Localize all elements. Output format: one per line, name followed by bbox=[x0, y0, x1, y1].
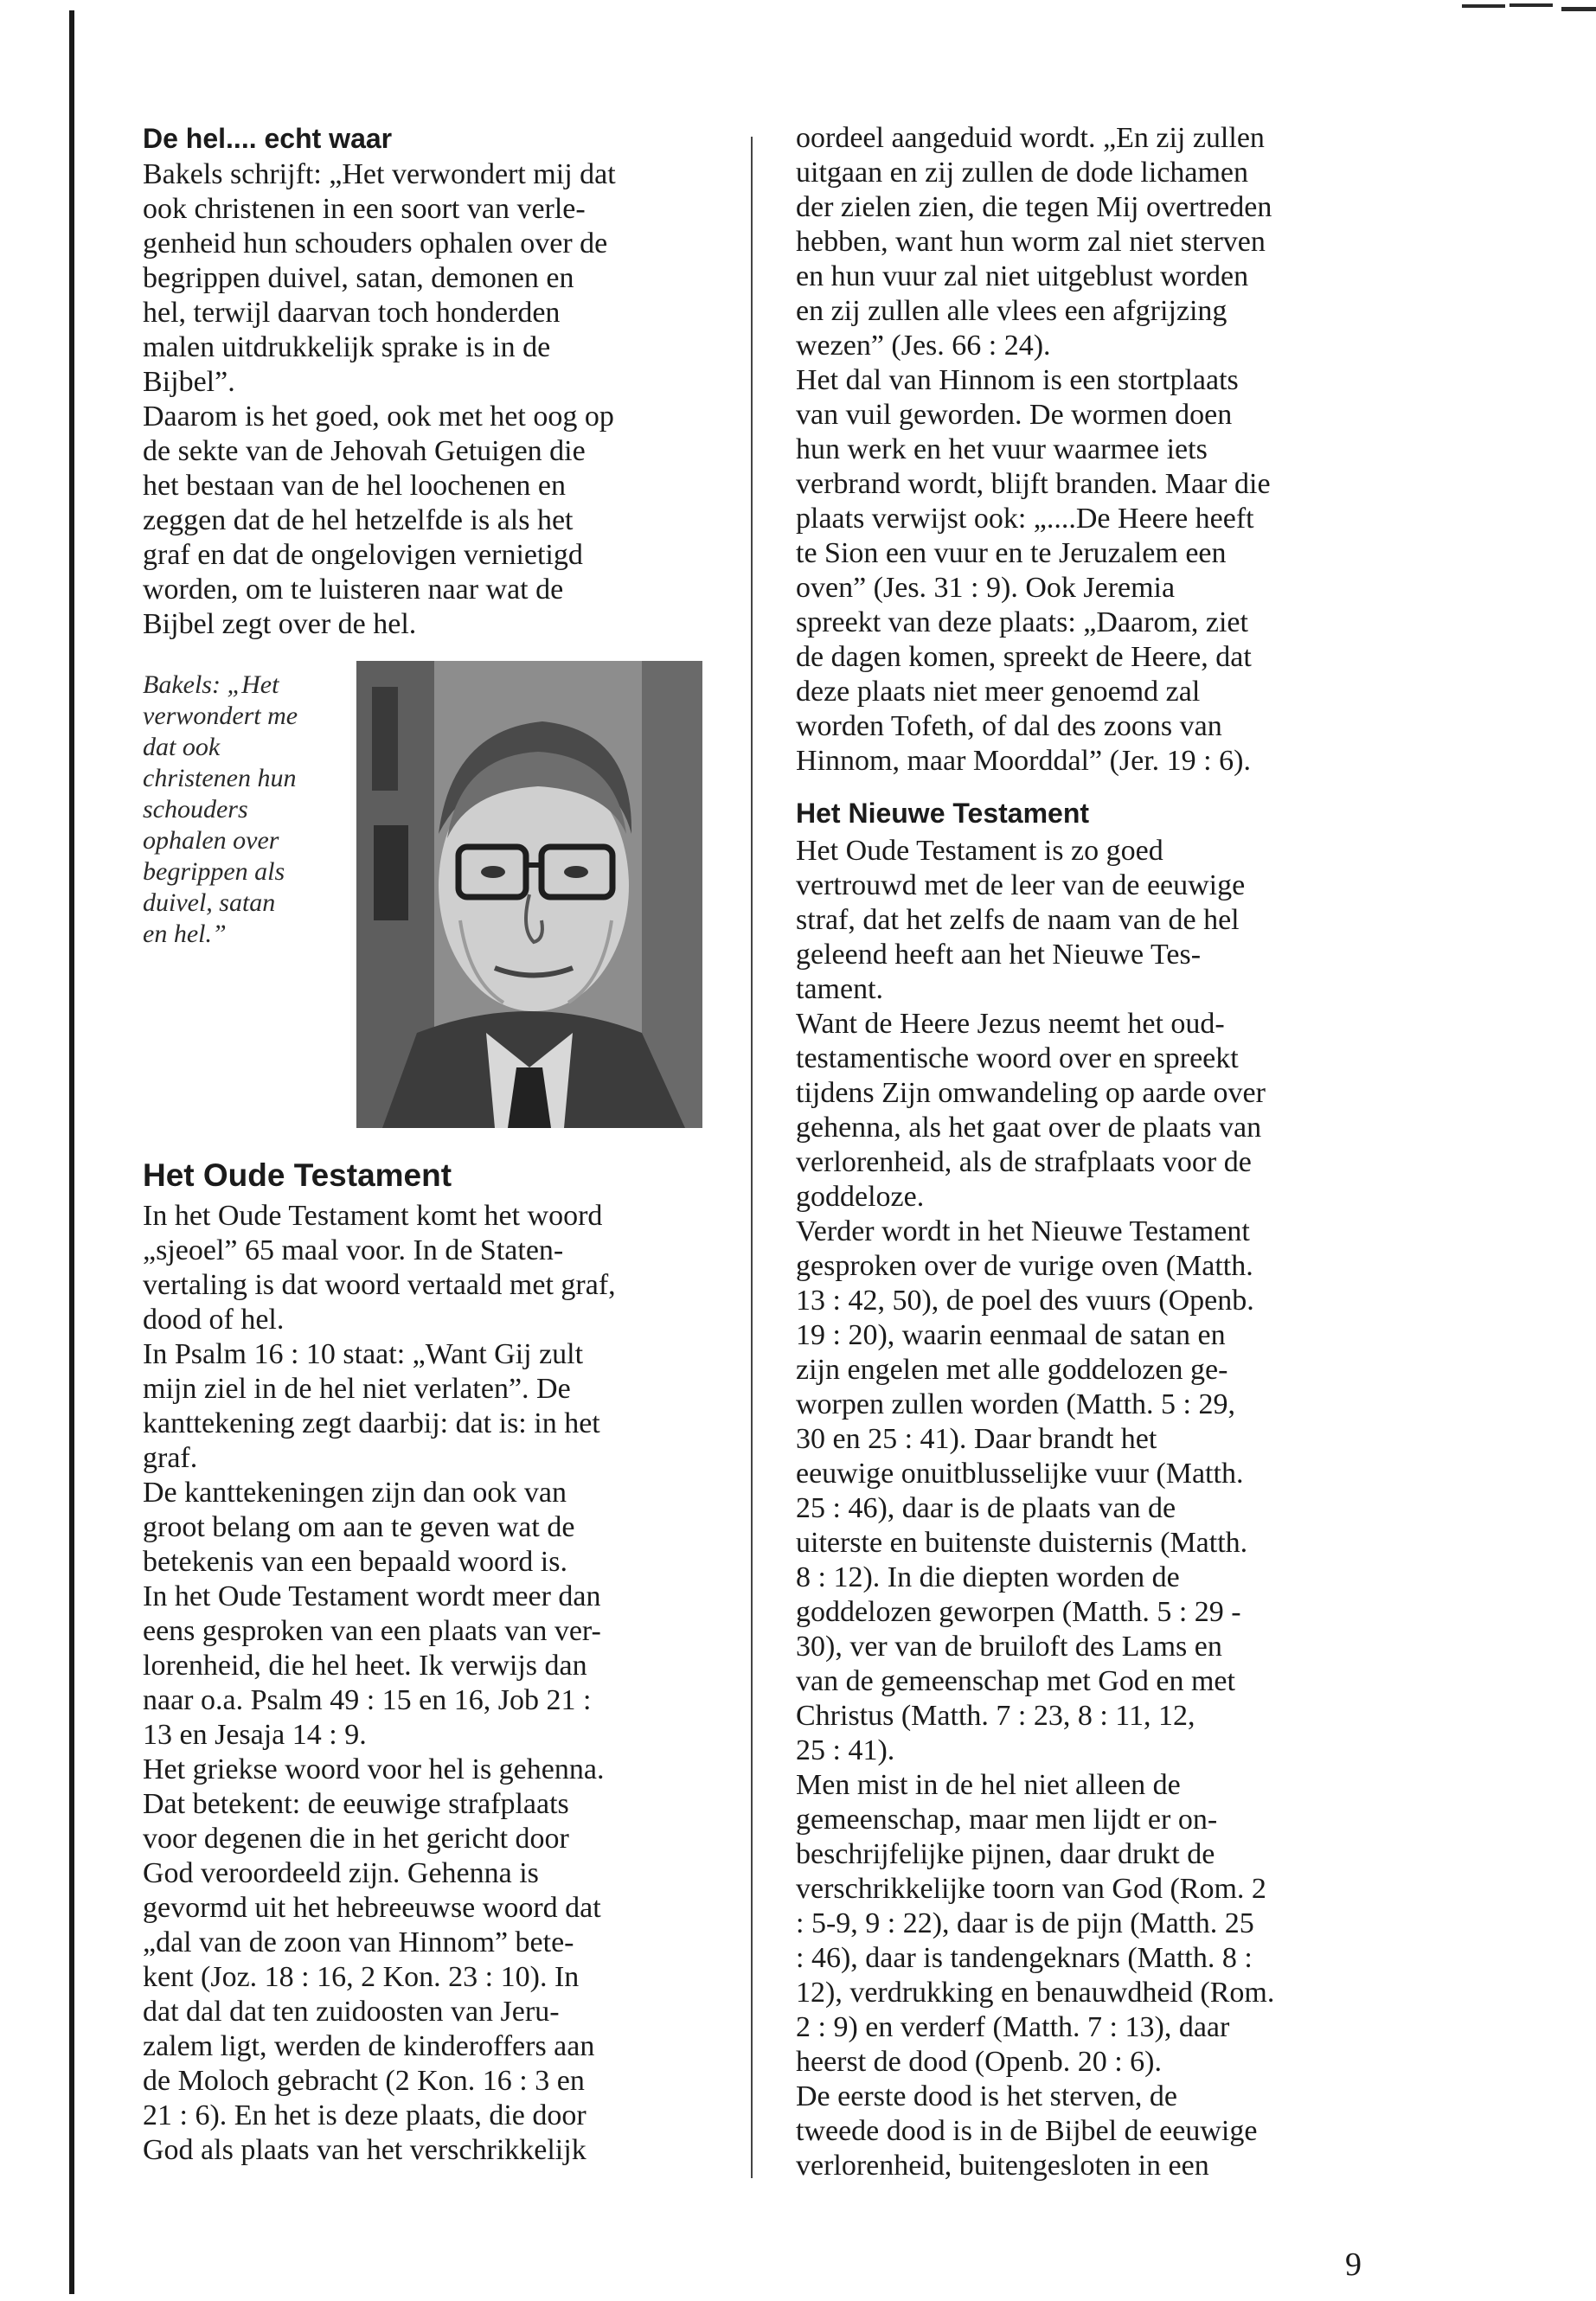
text-line: verbrand wordt, blijft branden. Maar die bbox=[796, 468, 1271, 500]
text-line: eens gesproken van een plaats van ver- bbox=[143, 1615, 601, 1647]
text-line: verlorenheid, als de strafplaats voor de bbox=[796, 1146, 1252, 1178]
portrait-photo bbox=[356, 661, 702, 1128]
text-line: goddeloze. bbox=[796, 1181, 925, 1213]
text-line: uitgaan en zij zullen de dode lichamen bbox=[796, 157, 1249, 189]
text-line: De eerste dood is het sterven, de bbox=[796, 2080, 1177, 2112]
text-line: Bijbel zegt over de hel. bbox=[143, 608, 417, 640]
text-line: dood of hel. bbox=[143, 1304, 285, 1336]
page-number: 9 bbox=[1345, 2247, 1362, 2283]
text-line: In het Oude Testament wordt meer dan bbox=[143, 1580, 601, 1612]
text-line: genheid hun schouders ophalen over de bbox=[143, 228, 608, 260]
text-line: 8 : 12). In die diepten worden de bbox=[796, 1561, 1180, 1593]
text-line: 25 : 46), daar is de plaats van de bbox=[796, 1492, 1176, 1524]
caption-line: duivel, satan bbox=[143, 888, 276, 917]
text-line: De kanttekeningen zijn dan ook van bbox=[143, 1477, 567, 1509]
text-line: : 46), daar is tandengeknars (Matth. 8 : bbox=[796, 1942, 1253, 1974]
text-line: te Sion een vuur en te Jeruzalem een bbox=[796, 537, 1227, 569]
text-line: verschrikkelijke toorn van God (Rom. 2 bbox=[796, 1873, 1266, 1905]
scan-edge-mark bbox=[1462, 0, 1596, 12]
text-line: van de gemeenschap met God en met bbox=[796, 1665, 1235, 1697]
text-line: 13 en Jesaja 14 : 9. bbox=[143, 1719, 367, 1751]
text-line: Dat betekent: de eeuwige strafplaats bbox=[143, 1788, 569, 1820]
text-line: het bestaan van de hel loochenen en bbox=[143, 470, 567, 502]
text-line: groot belang om aan te geven wat de bbox=[143, 1511, 575, 1543]
old-testament-text bbox=[143, 1199, 714, 2168]
text-line: 25 : 41). bbox=[796, 1734, 895, 1766]
text-line: plaats verwijst ook: „....De Heere heeft bbox=[796, 503, 1254, 535]
text-line: en hun vuur zal niet uitgeblust worden bbox=[796, 260, 1249, 292]
text-line: ook christenen in een soort van verle- bbox=[143, 193, 586, 225]
portrait-figure bbox=[143, 661, 714, 1137]
scan-edge-bar bbox=[69, 10, 74, 2294]
text-line: eeuwige onuitblusselijke vuur (Matth. bbox=[796, 1458, 1244, 1490]
text-line: In het Oude Testament komt het woord bbox=[143, 1200, 603, 1232]
text-line: Bijbel”. bbox=[143, 366, 235, 398]
text-line: uiterste en buitenste duisternis (Matth. bbox=[796, 1527, 1248, 1559]
caption-line: ophalen over bbox=[143, 826, 279, 855]
caption-line: verwondert me bbox=[143, 702, 298, 730]
text-line: straf, dat het zelfs de naam van de hel bbox=[796, 904, 1240, 936]
text-line: 30 en 25 : 41). Daar brandt het bbox=[796, 1423, 1157, 1455]
text-line: gevormd uit het hebreeuwse woord dat bbox=[143, 1892, 601, 1924]
portrait-illustration bbox=[356, 661, 702, 1128]
text-line: kent (Joz. 18 : 16, 2 Kon. 23 : 10). In bbox=[143, 1961, 580, 1993]
text-line: graf. bbox=[143, 1442, 198, 1474]
text-line: 30), ver van de bruiloft des Lams en bbox=[796, 1631, 1222, 1663]
text-line: vertrouwd met de leer van de eeuwige bbox=[796, 869, 1246, 901]
text-line: Men mist in de hel niet alleen de bbox=[796, 1769, 1181, 1801]
caption-line: schouders bbox=[143, 795, 248, 824]
text-line: de sekte van de Jehovah Getuigen die bbox=[143, 435, 586, 467]
text-line: In Psalm 16 : 10 staat: „Want Gij zult bbox=[143, 1338, 584, 1370]
text-line: 19 : 20), waarin eenmaal de satan en bbox=[796, 1319, 1226, 1351]
text-line: dat dal dat ten zuidoosten van Jeru- bbox=[143, 1996, 560, 2028]
photo-caption bbox=[143, 670, 342, 950]
text-line: 21 : 6). En het is deze plaats, die door bbox=[143, 2099, 586, 2131]
text-line: God veroordeeld zijn. Gehenna is bbox=[143, 1857, 539, 1889]
right-column bbox=[796, 121, 1384, 2183]
text-line: tament. bbox=[796, 973, 884, 1005]
text-line: worden Tofeth, of dal des zoons van bbox=[796, 710, 1222, 742]
text-line: zijn engelen met alle goddelozen ge- bbox=[796, 1354, 1228, 1386]
section-heading-old-testament: Het Oude Testament bbox=[143, 1157, 452, 1193]
text-line: naar o.a. Psalm 49 : 15 en 16, Job 21 : bbox=[143, 1684, 592, 1716]
caption-line: Bakels: „Het bbox=[143, 670, 279, 699]
text-line: mijn ziel in de hel niet verlaten”. De bbox=[143, 1373, 571, 1405]
text-line: der zielen zien, die tegen Mij overtreden bbox=[796, 191, 1272, 223]
text-line: graf en dat de ongelovigen vernietigd bbox=[143, 539, 583, 571]
column-divider bbox=[751, 137, 753, 2178]
text-line: „dal van de zoon van Hinnom” bete- bbox=[143, 1926, 574, 1958]
text-line: beschrijfelijke pijnen, daar drukt de bbox=[796, 1838, 1215, 1870]
text-line: kanttekening zegt daarbij: dat is: in het bbox=[143, 1407, 600, 1439]
text-line: worden, om te luisteren naar wat de bbox=[143, 574, 564, 606]
text-line: 13 : 42, 50), de poel des vuurs (Openb. bbox=[796, 1285, 1254, 1317]
left-column bbox=[143, 121, 714, 2168]
text-line: verlorenheid, buitengesloten in een bbox=[796, 2150, 1209, 2182]
text-line: en zij zullen alle vlees een afgrijzing bbox=[796, 295, 1227, 327]
text-line: testamentische woord over en spreekt bbox=[796, 1042, 1239, 1074]
text-line: oven” (Jes. 31 : 9). Ook Jeremia bbox=[796, 572, 1176, 604]
text-line: Het dal van Hinnom is een stortplaats bbox=[796, 364, 1239, 396]
section-heading-new-testament: Het Nieuwe Testament bbox=[796, 798, 1090, 829]
text-line: 12), verdrukking en benauwdheid (Rom. bbox=[796, 1977, 1275, 2009]
intro-text bbox=[143, 157, 714, 642]
text-line: betekenis van een bepaald woord is. bbox=[143, 1546, 567, 1578]
text-line: goddelozen geworpen (Matth. 5 : 29 - bbox=[796, 1596, 1241, 1628]
text-line: zalem ligt, werden de kinderoffers aan bbox=[143, 2030, 595, 2062]
text-line: van vuil geworden. De wormen doen bbox=[796, 399, 1233, 431]
continued-text bbox=[796, 121, 1384, 779]
text-line: heerst de dood (Openb. 20 : 6). bbox=[796, 2046, 1163, 2078]
text-line: Verder wordt in het Nieuwe Testament bbox=[796, 1215, 1250, 1247]
text-line: zeggen dat de hel hetzelfde is als het bbox=[143, 504, 574, 536]
text-line: gehenna, als het gaat over de plaats van bbox=[796, 1112, 1262, 1144]
text-line: Want de Heere Jezus neemt het oud- bbox=[796, 1008, 1225, 1040]
text-line: Christus (Matth. 7 : 23, 8 : 11, 12, bbox=[796, 1700, 1195, 1732]
text-line: gesproken over de vurige oven (Matth. bbox=[796, 1250, 1253, 1282]
text-line: malen uitdrukkelijk sprake is in de bbox=[143, 331, 551, 363]
text-line: : 5-9, 9 : 22), daar is de pijn (Matth. 25 bbox=[796, 1907, 1254, 1939]
text-line: lorenheid, die hel heet. Ik verwijs dan bbox=[143, 1650, 587, 1682]
text-line: hebben, want hun worm zal niet sterven bbox=[796, 226, 1266, 258]
caption-line: begrippen als bbox=[143, 857, 285, 886]
text-line: God als plaats van het verschrikkelijk bbox=[143, 2134, 586, 2166]
text-line: tijdens Zijn omwandeling op aarde over bbox=[796, 1077, 1266, 1109]
article-heading: De hel.... echt waar bbox=[143, 123, 393, 154]
text-line: oordeel aangeduid wordt. „En zij zullen bbox=[796, 122, 1265, 154]
text-line: Daarom is het goed, ook met het oog op bbox=[143, 401, 614, 433]
text-line: Hinnom, maar Moorddal” (Jer. 19 : 6). bbox=[796, 745, 1251, 777]
text-line: de dagen komen, spreekt de Heere, dat bbox=[796, 641, 1252, 673]
text-line: wezen” (Jes. 66 : 24). bbox=[796, 330, 1051, 362]
text-line: vertaling is dat woord vertaald met graf, bbox=[143, 1269, 616, 1301]
text-line: gemeenschap, maar men lijdt er on- bbox=[796, 1804, 1218, 1836]
text-line: Bakels schrijft: „Het verwondert mij dat bbox=[143, 158, 616, 190]
text-line: deze plaats niet meer genoemd zal bbox=[796, 676, 1201, 708]
text-line: tweede dood is in de Bijbel de eeuwige bbox=[796, 2115, 1258, 2147]
caption-line: dat ook bbox=[143, 733, 221, 761]
text-line: „sjeoel” 65 maal voor. In de Staten- bbox=[143, 1234, 564, 1266]
new-testament-text bbox=[796, 834, 1384, 2183]
text-line: voor degenen die in het gericht door bbox=[143, 1823, 569, 1855]
text-line: worpen zullen worden (Matth. 5 : 29, bbox=[796, 1388, 1235, 1420]
text-line: geleend heeft aan het Nieuwe Tes- bbox=[796, 939, 1202, 971]
text-line: spreekt van deze plaats: „Daarom, ziet bbox=[796, 606, 1248, 638]
text-line: hel, terwijl daarvan toch honderden bbox=[143, 297, 561, 329]
text-line: Het griekse woord voor hel is gehenna. bbox=[143, 1753, 605, 1785]
caption-line: christenen hun bbox=[143, 764, 297, 792]
text-line: 2 : 9) en verderf (Matth. 7 : 13), daar bbox=[796, 2011, 1230, 2043]
text-line: Het Oude Testament is zo goed bbox=[796, 835, 1163, 867]
text-line: de Moloch gebracht (2 Kon. 16 : 3 en bbox=[143, 2065, 585, 2097]
caption-line: en hel.” bbox=[143, 920, 227, 948]
text-line: begrippen duivel, satan, demonen en bbox=[143, 262, 574, 294]
text-line: hun werk en het vuur waarmee iets bbox=[796, 433, 1208, 465]
